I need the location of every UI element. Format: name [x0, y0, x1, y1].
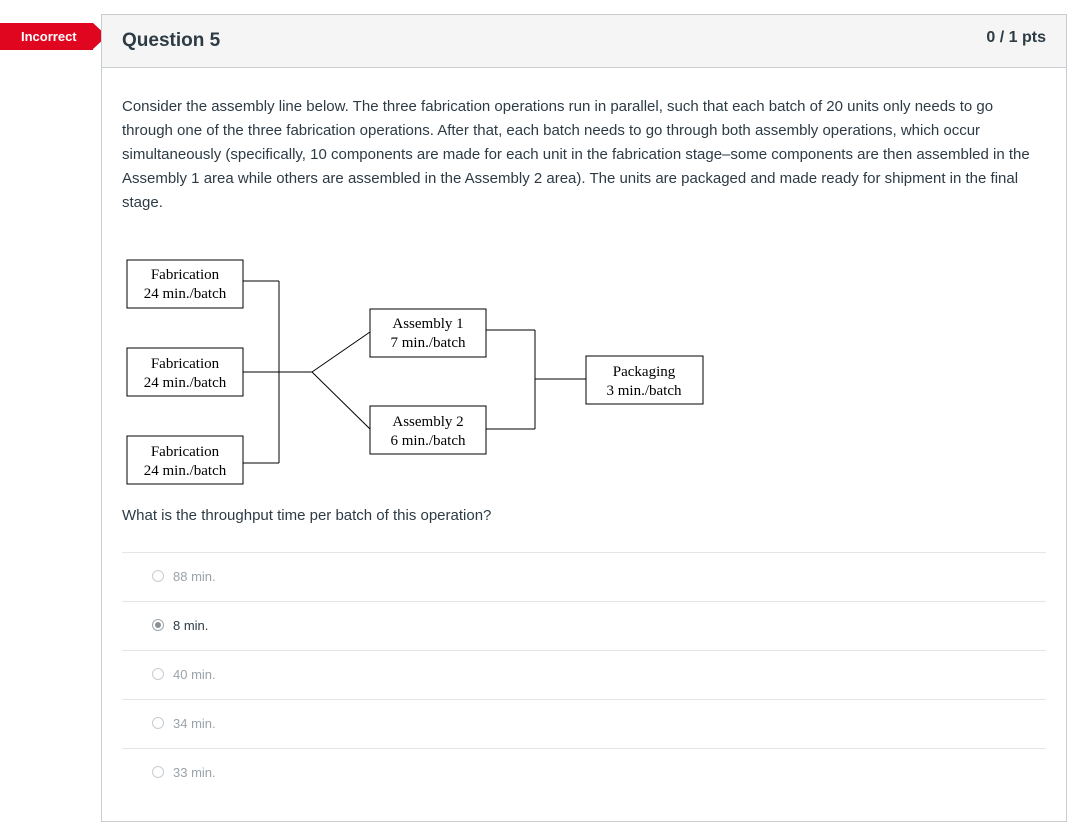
question-points: 0 / 1 pts — [986, 29, 1046, 46]
fab1-time: 24 min./batch — [143, 286, 227, 302]
asm1-name: Assembly 1 — [392, 316, 464, 332]
question-card — [101, 14, 1067, 822]
answer-option-4[interactable] — [122, 699, 1046, 748]
fab2-time: 24 min./batch — [143, 375, 227, 391]
radio-button[interactable] — [152, 717, 164, 729]
flag-label: Incorrect — [21, 29, 77, 44]
answer-option-1[interactable] — [122, 552, 1046, 601]
question-header — [102, 15, 1066, 68]
answer-label: 8 min. — [173, 618, 209, 633]
sub-prompt: What is the throughput time per batch of this operation? — [122, 507, 492, 524]
radio-button[interactable] — [152, 570, 164, 582]
radio-button[interactable] — [152, 766, 164, 778]
incorrect-flag — [0, 23, 93, 50]
radio-button-selected[interactable] — [152, 619, 164, 631]
pack-name: Packaging — [612, 364, 676, 380]
radio-button[interactable] — [152, 668, 164, 680]
pack-time: 3 min./batch — [606, 383, 682, 399]
assembly-line-diagram — [122, 243, 742, 493]
answer-label: 88 min. — [173, 569, 216, 584]
fab1-name: Fabrication — [150, 267, 220, 283]
question-title: Question 5 — [122, 30, 221, 51]
answer-option-3[interactable] — [122, 650, 1046, 699]
asm2-time: 6 min./batch — [390, 433, 466, 449]
answer-option-2[interactable] — [122, 601, 1046, 650]
answer-option-5[interactable] — [122, 748, 1046, 797]
fab3-name: Fabrication — [150, 444, 220, 460]
answer-label: 40 min. — [173, 667, 216, 682]
asm2-name: Assembly 2 — [392, 414, 464, 430]
fab2-name: Fabrication — [150, 356, 220, 372]
answer-label: 34 min. — [173, 716, 216, 731]
question-prompt: Consider the assembly line below. The three fabrication operations run in parallel, such that each batch of 20 units only needs to go through one of the three fabrication operations. After that, each batch needs to go through both assembly operations, which occur simultaneously (specifically, 10 components are made for each unit in the fabrication stage–some components are then assembled in the Assembly 1 area while others are assembled in the Assembly 2 area). The units are packaged and made ready for shipment in the final stage. — [122, 98, 1030, 211]
asm1-time: 7 min./batch — [390, 335, 466, 351]
answer-label: 33 min. — [173, 765, 216, 780]
answer-list — [122, 552, 1046, 797]
fab3-time: 24 min./batch — [143, 463, 227, 479]
